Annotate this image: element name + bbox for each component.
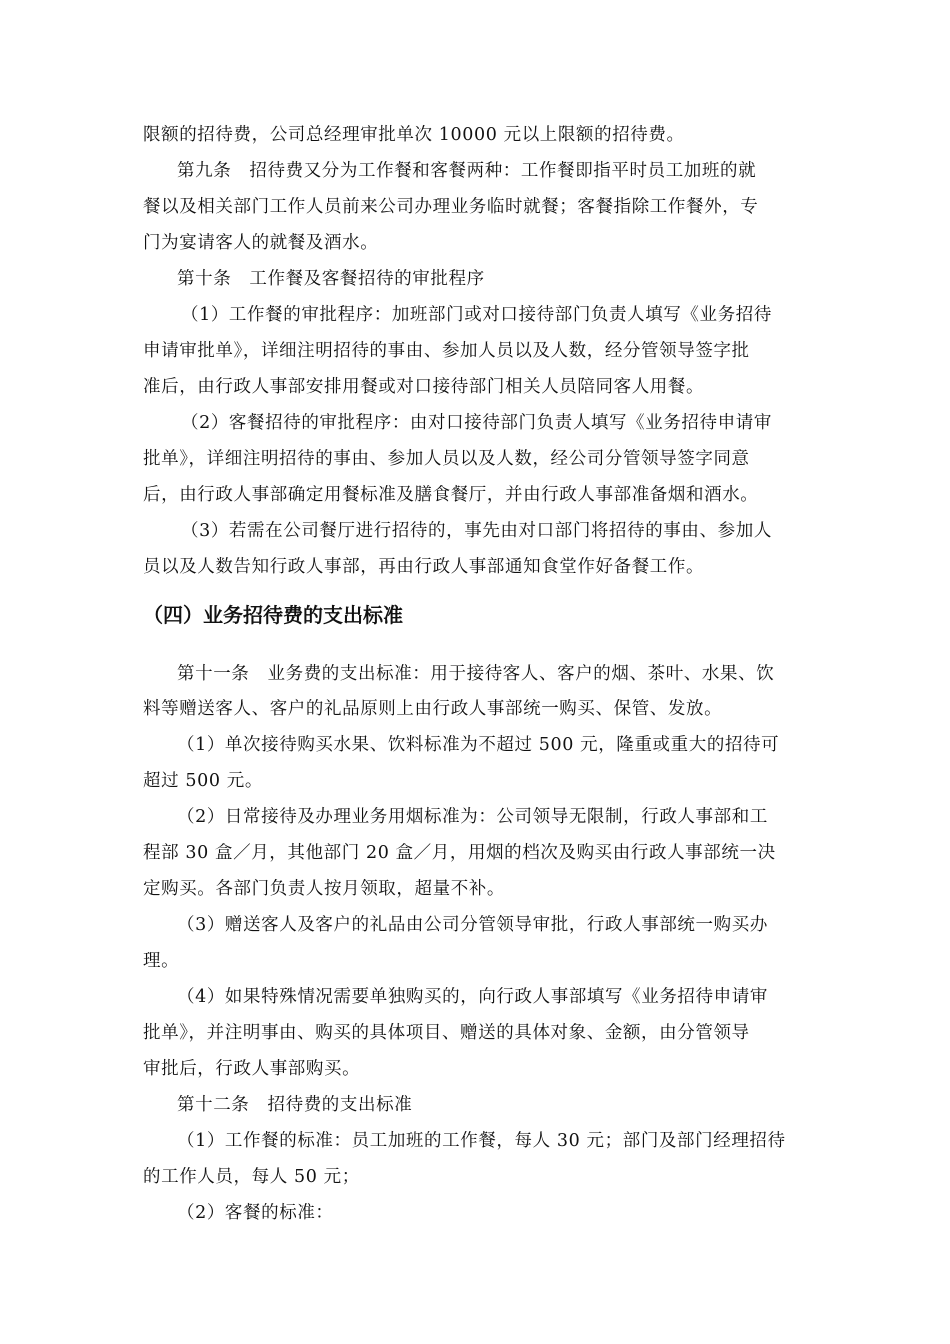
item-1-line: （1）单次接待购买水果、饮料标准为不超过 500 元，隆重或重大的招待可: [177, 735, 780, 755]
paragraph-line: 定购买。各部门负责人按月领取，超量不补。: [143, 879, 505, 899]
paragraph-line: 批单》，并注明事由、购买的具体项目、赠送的具体对象、金额，由分管领导: [143, 1023, 750, 1043]
paragraph-line: 限额的招待费，公司总经理审批单次 10000 元以上限额的招待费。: [143, 125, 685, 145]
article-10-title: 第十条 工作餐及客餐招待的审批程序: [177, 269, 485, 289]
item-3-line: （3）若需在公司餐厅进行招待的，事先由对口部门将招待的事由、参加人: [181, 521, 772, 541]
paragraph-line: 程部 30 盒／月，其他部门 20 盒／月，用烟的档次及购买由行政人事部统一决: [143, 843, 776, 863]
item-2-line: （2）日常接待及办理业务用烟标准为：公司领导无限制，行政人事部和工: [177, 807, 768, 827]
article-9-line: 第九条 招待费又分为工作餐和客餐两种：工作餐即指平时员工加班的就: [177, 161, 757, 181]
paragraph-line: 门为宴请客人的就餐及酒水。: [143, 233, 379, 253]
item-4-line: （4）如果特殊情况需要单独购买的，向行政人事部填写《业务招待申请审: [177, 987, 768, 1007]
item-3-line: （3）赠送客人及客户的礼品由公司分管领导审批，行政人事部统一购买办: [177, 915, 768, 935]
paragraph-line: 准后，由行政人事部安排用餐或对口接待部门相关人员陪同客人用餐。: [143, 377, 705, 397]
paragraph-line: 申请审批单》，详细注明招待的事由、参加人员以及人数，经分管领导签字批: [143, 341, 750, 361]
section-heading: （四）业务招待费的支出标准: [143, 603, 403, 627]
paragraph-line: 理。: [143, 951, 180, 971]
item-2-line: （2）客餐招待的审批程序：由对口接待部门负责人填写《业务招待申请审: [181, 413, 772, 433]
article-11-line: 第十一条 业务费的支出标准：用于接待客人、客户的烟、茶叶、水果、饮: [177, 664, 775, 684]
paragraph-line: 批单》，详细注明招待的事由、参加人员以及人数，经公司分管领导签字同意: [143, 449, 750, 469]
paragraph-line: 的工作人员，每人 50 元；: [143, 1167, 360, 1187]
paragraph-line: 后，由行政人事部确定用餐标准及膳食餐厅，并由行政人事部准备烟和酒水。: [143, 485, 759, 505]
paragraph-line: 料等赠送客人、客户的礼品原则上由行政人事部统一购买、保管、发放。: [143, 699, 723, 719]
article-12-title: 第十二条 招待费的支出标准: [177, 1095, 413, 1115]
paragraph-line: 员以及人数告知行政人事部，再由行政人事部通知食堂作好备餐工作。: [143, 557, 705, 577]
paragraph-line: 餐以及相关部门工作人员前来公司办理业务临时就餐；客餐指除工作餐外，专: [143, 197, 759, 217]
paragraph-line: 超过 500 元。: [143, 771, 263, 791]
item-1-line: （1）工作餐的审批程序：加班部门或对口接待部门负责人填写《业务招待: [181, 305, 772, 325]
item-2-line: （2）客餐的标准：: [177, 1203, 334, 1223]
item-1-line: （1）工作餐的标准：员工加班的工作餐，每人 30 元；部门及部门经理招待: [177, 1131, 786, 1151]
paragraph-line: 审批后，行政人事部购买。: [143, 1059, 361, 1079]
